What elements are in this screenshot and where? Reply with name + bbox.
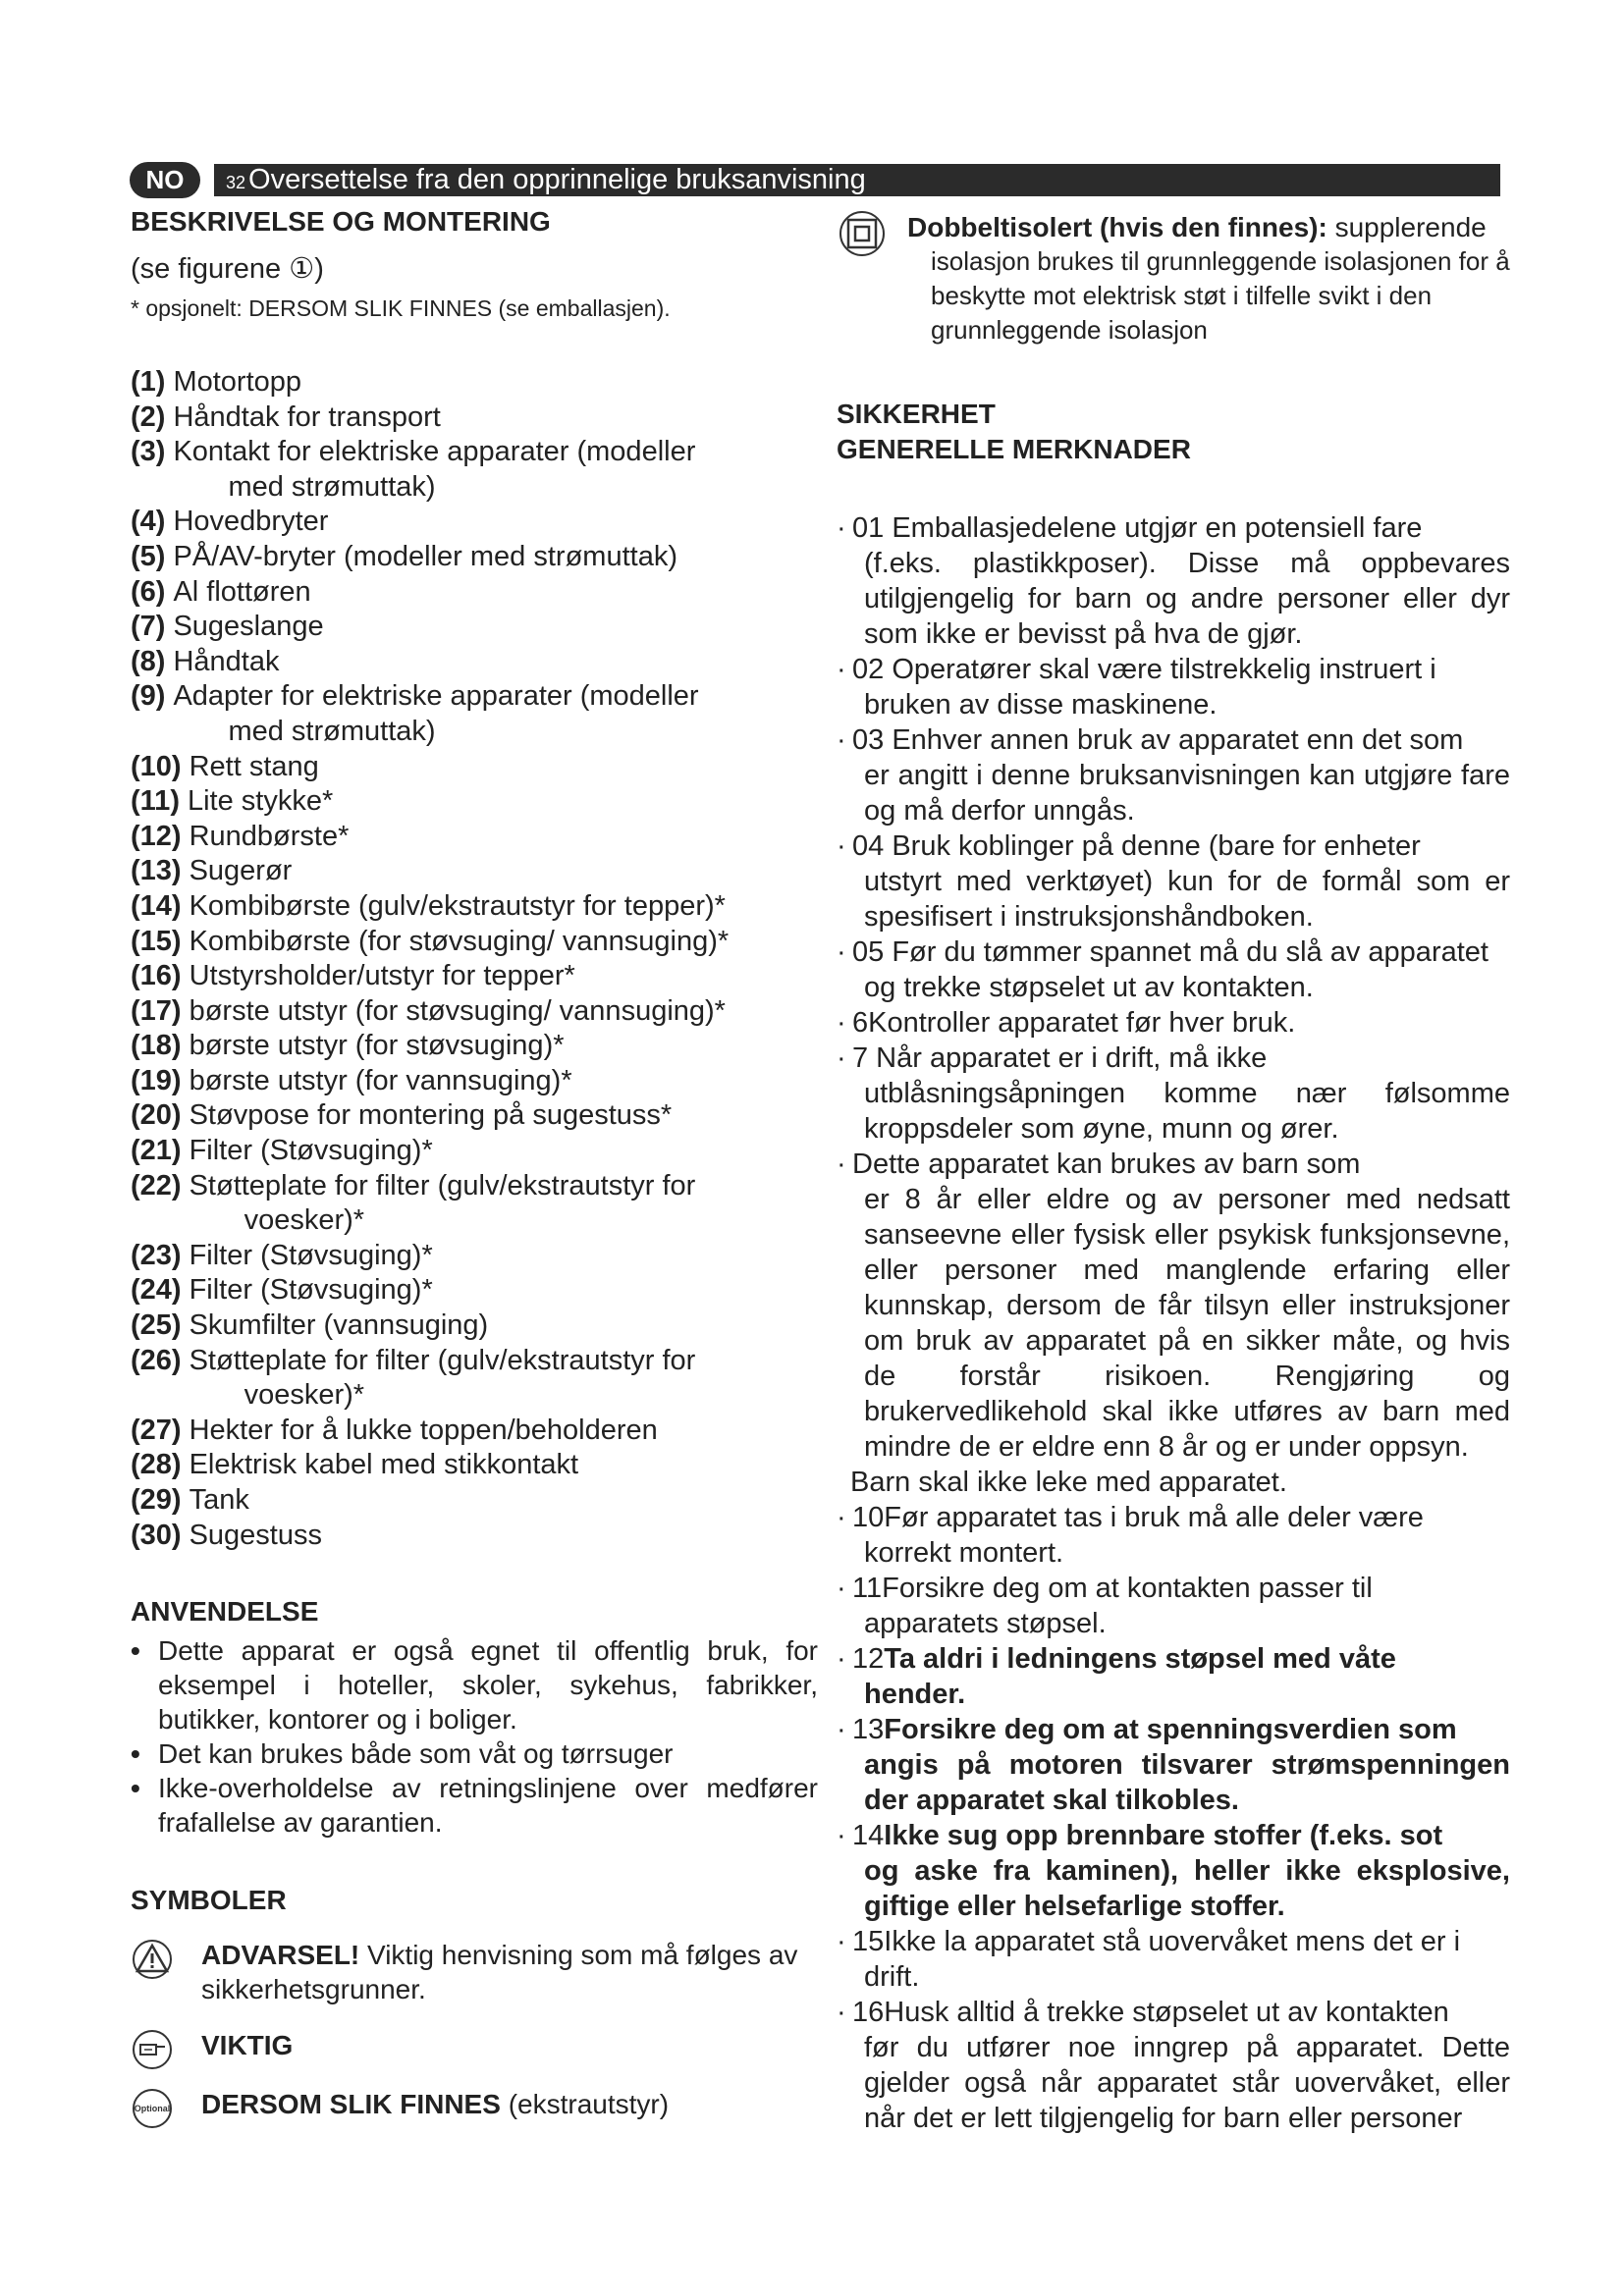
part-text — [189, 1273, 433, 1308]
part-text — [189, 1448, 578, 1483]
part-item — [131, 1308, 818, 1344]
part-number: (19) — [131, 1064, 182, 1096]
rule-cont: angis på motoren tilsvarer strømspenningen der apparatet skal tilkobles. — [864, 1749, 1510, 1816]
rule-bullet: · — [837, 654, 846, 685]
header-bar — [214, 164, 1500, 196]
part-text-main: Filter (Støvsuging)* — [189, 1239, 433, 1271]
rule-lead: Før apparatet tas i bruk må alle deler være — [884, 1502, 1424, 1533]
part-item — [131, 505, 818, 540]
safety-rule — [837, 1712, 1510, 1818]
part-text-cont: voesker)* — [244, 1204, 365, 1237]
part-text-main: Støtteplate for filter (gulv/ekstrautstyr for — [189, 1344, 696, 1376]
usage-item-text: Dette apparat er også egnet til offentlig bruk, for eksempel i hoteller, skoler, sykehus, fabrikker, butikker, kontorer og i boliger. — [158, 1635, 818, 1735]
symbol-important — [131, 2028, 818, 2071]
part-text-main: Kontakt for elektriske apparater (modeller — [173, 436, 696, 468]
part-text-cont: voesker)* — [244, 1379, 365, 1412]
double-insulated-block — [837, 210, 1510, 347]
safety-rule — [837, 1041, 1510, 1147]
part-text-main: Adapter for elektriske apparater (modeller — [173, 680, 699, 713]
left-column — [131, 206, 818, 2130]
rule-lead: Dette apparatet kan brukes av barn som — [852, 1148, 1361, 1180]
part-text-main: Hovedbryter — [173, 506, 329, 538]
part-number: (28) — [131, 1449, 182, 1481]
optional-icon-text: Optional — [134, 2104, 171, 2114]
rule-cont: (f.eks. plastikkposer). Disse må oppbevares utilgjengelig for barn og andre personer eller dyr som ikke er bevisst på hva de gjør. — [864, 548, 1510, 650]
part-number: (14) — [131, 889, 182, 922]
part-item — [131, 1273, 818, 1308]
rule-number: 15 — [852, 1926, 885, 1957]
part-item — [131, 1344, 818, 1414]
rule-cont: er angitt i denne bruksanvisningen kan utgjøre fare og må derfor unngås. — [864, 760, 1510, 827]
part-item — [131, 994, 818, 1030]
part-item — [131, 1519, 818, 1554]
part-text — [189, 994, 726, 1030]
part-item — [131, 1448, 818, 1483]
rule-bullet: · — [837, 1997, 846, 2028]
safety-rule — [837, 510, 1510, 652]
safety-rule — [837, 1995, 1510, 2136]
general-notes-title: GENERELLE MERKNADER — [837, 434, 1191, 464]
part-text — [189, 820, 350, 855]
part-number: (26) — [131, 1344, 182, 1376]
optional-badge-icon — [131, 2087, 189, 2130]
part-text-main: Elektrisk kabel med stikkontakt — [189, 1449, 579, 1481]
part-text-main: Kombibørste (for støvsuging/ vannsuging)* — [189, 925, 730, 957]
part-text — [173, 400, 440, 436]
rule-cont: og trekke støpselet ut av kontakten. — [864, 972, 1314, 1003]
rule-lead: 04 Bruk koblinger på denne (bare for enheter — [852, 830, 1421, 862]
part-number: (11) — [131, 785, 180, 818]
part-text-main: Motortopp — [173, 366, 302, 398]
part-item — [131, 1414, 818, 1449]
part-text — [173, 679, 698, 749]
optional-label: DERSOM SLIK FINNES — [201, 2089, 501, 2120]
rule-number: 16 — [852, 1997, 885, 2028]
usage-item: • Dette apparat er også egnet til offentlig bruk, for eksempel i hoteller, skoler, sykehus, fabrikker, butikker, kontorer og i boliger. — [131, 1635, 818, 1735]
safety-rule — [837, 652, 1510, 722]
rule-lead: Husk alltid å trekke støpselet ut av kontakten — [884, 1997, 1449, 2028]
rule-bullet: · — [837, 1643, 846, 1675]
part-number: (23) — [131, 1239, 182, 1271]
part-text-main: Filter (Støvsuging)* — [189, 1135, 433, 1167]
part-text-main: børste utstyr (for vannsuging)* — [189, 1064, 572, 1096]
rule-bullet: · — [837, 1502, 846, 1533]
part-text-main: Sugestuss — [189, 1519, 322, 1551]
section-title-symbols: SYMBOLER — [131, 1885, 287, 1916]
part-number: (1) — [131, 366, 166, 398]
safety-rule — [837, 1924, 1510, 1995]
rule-number: 12 — [852, 1643, 885, 1675]
rule-bullet: · — [837, 1714, 846, 1745]
rule-number: 13 — [852, 1714, 885, 1745]
safety-rule — [837, 1641, 1510, 1712]
part-text — [189, 1134, 433, 1169]
double-insulated-label: Dobbeltisolert (hvis den finnes): — [907, 212, 1327, 242]
part-item — [131, 679, 818, 749]
part-number: (16) — [131, 960, 182, 992]
part-text-main: Støvpose for montering på sugestuss* — [189, 1099, 673, 1132]
rule-lead: Ikke sug opp brennbare stoffer (f.eks. sot — [884, 1820, 1443, 1851]
part-text — [189, 750, 319, 785]
part-item — [131, 1064, 818, 1099]
safety-rule — [837, 1005, 1510, 1041]
safety-rule — [837, 1500, 1510, 1571]
part-item — [131, 820, 818, 855]
rule-lead: 02 Operatører skal være tilstrekkelig instruert i — [852, 654, 1436, 685]
part-text — [173, 610, 323, 645]
double-insulation-icon — [837, 210, 892, 259]
figure-reference: (se figurene ①) — [131, 253, 324, 285]
optional-text: (ekstrautstyr) — [500, 2089, 670, 2120]
rule-bullet: · — [837, 1007, 846, 1039]
safety-rule — [837, 1818, 1510, 1924]
part-text-main: Sugerør — [189, 855, 293, 887]
rule-lead: Forsikre deg om at spenningsverdien som — [884, 1714, 1457, 1745]
part-item — [131, 365, 818, 400]
rule-cont: er 8 år eller eldre og av personer med nedsatt sanseevne eller fysisk eller psykisk funksjonsevne, eller personer med manglende erfaring eller kunnskap, dersom de får tilsyn eller instruksjoner om bruk av apparatet på en sikker måte, og hvis de forstår risikoen. Rengjøring og brukervedlikehold skal ikke utføres av barn med mindre de er eldre enn 8 år og er under oppsyn. — [864, 1184, 1510, 1463]
part-number: (25) — [131, 1309, 182, 1342]
part-text — [173, 435, 695, 505]
usage-list — [131, 1633, 818, 1840]
part-text — [173, 540, 677, 575]
usage-item: • Det kan brukes både som våt og tørrsuger — [131, 1736, 818, 1771]
section-title-usage: ANVENDELSE — [131, 1596, 319, 1628]
part-text-cont: med strømuttak) — [228, 715, 436, 747]
part-number: (8) — [131, 645, 166, 677]
part-text — [189, 1308, 489, 1344]
rule-cont: drift. — [864, 1961, 920, 1993]
safety-rule — [837, 828, 1510, 934]
part-text — [189, 1169, 696, 1239]
part-text-main: Håndtak for transport — [173, 400, 441, 433]
parts-list — [131, 365, 818, 1553]
part-item — [131, 540, 818, 575]
part-text — [173, 365, 301, 400]
part-number: (9) — [131, 680, 166, 713]
warning-text: Viktig henvisning som må følges av sikkerhetsgrunner. — [201, 1940, 798, 2005]
symbol-warning — [131, 1938, 818, 2006]
warning-triangle-icon — [131, 1938, 189, 1981]
part-text-main: Filter (Støvsuging)* — [189, 1274, 433, 1307]
part-number: (24) — [131, 1274, 182, 1307]
safety-rule — [837, 1147, 1510, 1465]
part-text — [189, 889, 726, 925]
part-text-main: Lite stykke* — [187, 785, 334, 818]
part-text — [189, 1519, 322, 1554]
rule-lead: Ikke la apparatet stå uovervåket mens det er i — [884, 1926, 1461, 1957]
part-text — [173, 645, 279, 680]
rule-lead: Forsikre deg om at kontakten passer til — [882, 1573, 1373, 1604]
part-item — [131, 1483, 818, 1519]
part-text-main: Støtteplate for filter (gulv/ekstrautstyr for — [189, 1169, 696, 1201]
rule-bullet: · — [837, 1820, 846, 1851]
part-number: (10) — [131, 750, 182, 782]
rule-lead: 03 Enhver annen bruk av apparatet enn det som — [852, 724, 1464, 756]
part-item — [131, 575, 818, 611]
part-item — [131, 750, 818, 785]
part-text — [189, 1483, 249, 1519]
part-text-main: børste utstyr (for støvsuging/ vannsuging)* — [189, 994, 726, 1027]
part-number: (6) — [131, 575, 166, 608]
part-text — [188, 784, 333, 820]
part-text — [189, 1239, 433, 1274]
rule-lead: 05 Før du tømmer spannet må du slå av apparatet — [852, 936, 1489, 968]
safety-rule — [837, 934, 1510, 1005]
optional-note: * opsjonelt: DERSOM SLIK FINNES (se emballasjen). — [131, 295, 671, 321]
part-number: (7) — [131, 611, 166, 643]
part-number: (5) — [131, 540, 166, 572]
part-item — [131, 435, 818, 505]
rule-bullet: · — [837, 1042, 846, 1074]
rule-number: 10 — [852, 1502, 885, 1533]
double-insulated-text: supplerende — [1326, 212, 1487, 242]
part-item — [131, 1134, 818, 1169]
rule-cont: utstyrt med verktøyet) kun for de formål som er spesifisert i instruksjonshåndboken. — [864, 866, 1510, 933]
part-text-main: børste utstyr (for støvsuging)* — [189, 1030, 565, 1062]
part-text — [173, 575, 310, 611]
warning-label: ADVARSEL! — [201, 1940, 360, 1971]
part-number: (2) — [131, 400, 166, 433]
part-text — [189, 1344, 696, 1414]
part-text — [173, 505, 328, 540]
part-number: (4) — [131, 506, 166, 538]
part-text — [189, 1029, 565, 1064]
part-text-main: Tank — [189, 1484, 249, 1516]
part-text-main: Rett stang — [189, 750, 319, 782]
part-text-main: Håndtak — [173, 645, 280, 677]
rule-bullet: · — [837, 1148, 846, 1180]
rule-bullet: · — [837, 1926, 846, 1957]
part-number: (22) — [131, 1169, 182, 1201]
rule-bullet: · — [837, 1573, 846, 1604]
part-text — [189, 1098, 673, 1134]
usage-item-text: Det kan brukes både som våt og tørrsuger — [158, 1738, 674, 1770]
part-number: (13) — [131, 855, 182, 887]
rule-cont: korrekt montert. — [864, 1537, 1064, 1569]
part-text — [189, 959, 575, 994]
right-column — [837, 210, 1510, 2136]
symbol-optional — [131, 2087, 818, 2130]
part-text — [189, 925, 730, 960]
part-text-main: Al flottøren — [173, 575, 311, 608]
part-text-main: Utstyrsholder/utstyr for tepper* — [189, 960, 575, 992]
part-text — [189, 1414, 658, 1449]
rule-cont: apparatets støpsel. — [864, 1608, 1107, 1639]
rule-number: 11 — [852, 1573, 883, 1604]
part-item — [131, 784, 818, 820]
part-text-main: Skumfilter (vannsuging) — [189, 1309, 489, 1342]
part-item — [131, 400, 818, 436]
language-badge: NO — [130, 162, 200, 198]
usage-item-text: Ikke-overholdelse av retningslinjene over medfører frafallelse av garantien. — [158, 1773, 818, 1839]
rule-bullet: · — [837, 512, 846, 544]
plain-line: Barn skal ikke leke med apparatet. — [850, 1467, 1287, 1498]
rule-cont: før du utfører noe inngrep på apparatet. Dette gjelder også når apparatet står uovervåket, eller når det er lett tilgjengelig for barn eller personer — [864, 2032, 1510, 2134]
part-item — [131, 645, 818, 680]
rule-lead: 01 Emballasjedelene utgjør en potensiell fare — [852, 512, 1423, 544]
part-item — [131, 959, 818, 994]
rule-cont: hender. — [864, 1679, 966, 1710]
part-text-cont: med strømuttak) — [228, 470, 436, 503]
header-title: Oversettelse fra den opprinnelige bruksanvisning — [248, 164, 866, 195]
rule-lead: Ta aldri i ledningens støpsel med våte — [884, 1643, 1396, 1675]
safety-titles — [837, 397, 1510, 467]
section-title-description: BESKRIVELSE OG MONTERING — [131, 206, 551, 237]
part-number: (29) — [131, 1484, 182, 1516]
pointing-hand-icon — [131, 2028, 189, 2071]
part-number: (17) — [131, 994, 182, 1027]
rule-cont: utblåsningsåpningen komme nær følsomme kroppsdeler som øyne, munn og ører. — [864, 1078, 1510, 1145]
rule-number: 14 — [852, 1820, 885, 1851]
rule-bullet: · — [837, 830, 846, 862]
important-label: VIKTIG — [201, 2030, 294, 2061]
safety-rules-list — [837, 510, 1510, 2136]
part-item — [131, 889, 818, 925]
part-text-main: PÅ/AV-bryter (modeller med strømuttak) — [173, 540, 677, 572]
double-insulated-cont: isolasjon brukes til grunnleggende isolasjonen for å beskytte mot elektrisk støt i tilfelle svikt i den grunnleggende isolasjon — [931, 246, 1510, 345]
part-item — [131, 1098, 818, 1134]
part-number: (18) — [131, 1030, 182, 1062]
safety-rule — [837, 722, 1510, 828]
part-text — [189, 1064, 572, 1099]
rule-cont: bruken av disse maskinene. — [864, 689, 1218, 721]
part-item — [131, 1029, 818, 1064]
part-text-main: Sugeslange — [173, 611, 324, 643]
part-number: (15) — [131, 925, 182, 957]
part-item — [131, 925, 818, 960]
part-item — [131, 1239, 818, 1274]
rule-cont: og aske fra kaminen), heller ikke eksplosive, giftige eller helsefarlige stoffer. — [864, 1855, 1510, 1922]
part-number: (27) — [131, 1414, 182, 1446]
part-item — [131, 1169, 818, 1239]
rule-bullet: · — [837, 724, 846, 756]
part-item — [131, 854, 818, 889]
page-number: 32 — [226, 173, 246, 192]
safety-rule — [837, 1571, 1510, 1641]
part-number: (12) — [131, 820, 182, 852]
part-number: (30) — [131, 1519, 182, 1551]
part-text-main: Rundbørste* — [189, 820, 350, 852]
part-text-main: Hekter for å lukke toppen/beholderen — [189, 1414, 658, 1446]
usage-item: • Ikke-overholdelse av retningslinjene over medfører frafallelse av garantien. — [131, 1773, 818, 1839]
part-text-main: Kombibørste (gulv/ekstrautstyr for tepper)* — [189, 889, 726, 922]
part-number: (20) — [131, 1099, 182, 1132]
safety-title: SIKKERHET — [837, 399, 996, 429]
part-item — [131, 610, 818, 645]
rule-lead: 7 Når apparatet er i drift, må ikke — [852, 1042, 1268, 1074]
part-number: (21) — [131, 1135, 182, 1167]
rule-bullet: · — [837, 936, 846, 968]
part-number: (3) — [131, 436, 166, 468]
part-text — [189, 854, 293, 889]
rule-lead: 6Kontroller apparatet før hver bruk. — [852, 1007, 1296, 1039]
